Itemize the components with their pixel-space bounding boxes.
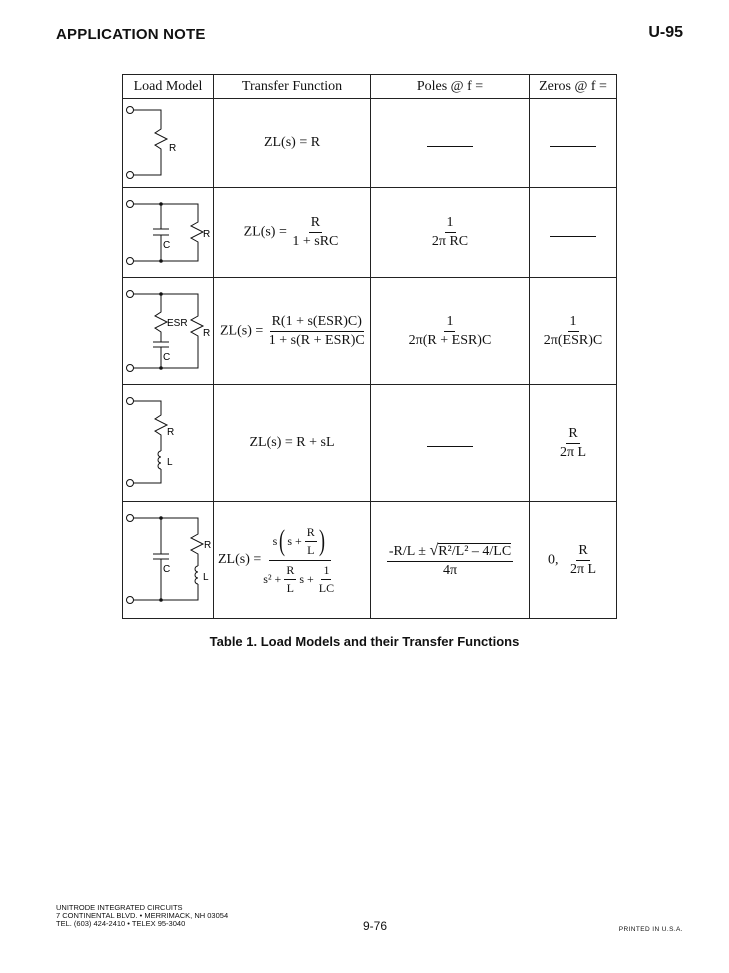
tf-rl: ZL(s) = R + sL <box>214 385 371 502</box>
pole-rlc: $\frac{\text{-R/L ± √R²/L² – 4/LC}}{4\pi}$ <box>371 502 530 619</box>
zero-rlc: 0, $\frac{R}{\text{2π L}}$ <box>530 502 617 619</box>
circuit-r <box>123 99 214 188</box>
page-number: 9-76 <box>363 919 388 933</box>
svg-text:R: R <box>167 427 175 438</box>
circuit-resr-c <box>123 278 214 385</box>
pole-resr: $\frac{1}{\text{2π(R + ESR)C}}$ <box>371 278 530 385</box>
rc-circuit-diagram <box>123 188 213 277</box>
dash-line <box>427 146 473 147</box>
svg-text:ESR: ESR <box>167 318 188 329</box>
printed-in: PRINTED IN U.S.A. <box>618 926 683 933</box>
dash-line <box>550 236 596 237</box>
table-header-row <box>123 75 617 99</box>
circuit-rl <box>123 385 214 502</box>
table-row <box>123 385 617 502</box>
rl-circuit-diagram <box>123 385 213 501</box>
col-poles: Poles @ f = <box>371 75 530 99</box>
dash-line <box>427 446 473 447</box>
label-r: R <box>169 143 177 154</box>
zero-resr: $\frac{1}{\text{2π(ESR)C}}$ <box>530 278 617 385</box>
table-row <box>123 278 617 385</box>
tf-r: ZL(s) = R <box>214 99 371 188</box>
svg-text:R: R <box>204 540 212 551</box>
rlc-circuit-diagram <box>123 502 213 618</box>
pole-none <box>371 385 530 502</box>
footer-address: UNITRODE INTEGRATED CIRCUITS 7 CONTINENTAL BLVD. • MERRIMACK, NH 03054 TEL. (603) 424-2410 • TELEX 95-3040 <box>56 903 229 928</box>
svg-text:L: L <box>203 572 209 583</box>
table-row <box>123 99 617 188</box>
col-zeros: Zeros @ f = <box>530 75 617 99</box>
zero-none <box>530 188 617 278</box>
table-caption: Table 1. Load Models and their Transfer Functions <box>209 634 520 649</box>
circuit-rlc <box>123 502 214 619</box>
tf-rlc: ZL(s) = s ( s + $\frac{R}{L}$ ) s² + $\frac{R}{L}$ s + $\frac{1}{LC}$ <box>214 502 371 619</box>
svg-text:L: L <box>167 457 173 468</box>
col-load-model: Load Model <box>123 75 214 99</box>
table-row <box>123 188 617 278</box>
col-transfer-function: Transfer Function <box>214 75 371 99</box>
svg-text:R: R <box>203 229 211 240</box>
pole-none <box>371 99 530 188</box>
circuit-rc <box>123 188 214 278</box>
esr-circuit-diagram <box>123 278 213 384</box>
zero-none <box>530 99 617 188</box>
header-title: APPLICATION NOTE <box>56 26 206 43</box>
tf-rc: ZL(s) = $\frac{R}{\text{1 + sRC}}$ <box>214 188 371 278</box>
resistor-circuit-diagram <box>123 99 213 187</box>
pole-rc: $\frac{1}{\text{2π RC}}$ <box>371 188 530 278</box>
zero-rl: $\frac{R}{\text{2π L}}$ <box>530 385 617 502</box>
page-code: U-95 <box>648 24 683 41</box>
svg-text:C: C <box>163 564 171 575</box>
svg-text:C: C <box>163 240 171 251</box>
tf-resr: ZL(s) = $\frac{\text{R(1 + s(ESR)C)}}{\text{1 + s(R + ESR)C}}$ <box>214 278 371 385</box>
load-model-table <box>122 74 617 619</box>
svg-text:R: R <box>203 328 211 339</box>
svg-text:C: C <box>163 352 171 363</box>
table-row <box>123 502 617 619</box>
dash-line <box>550 146 596 147</box>
